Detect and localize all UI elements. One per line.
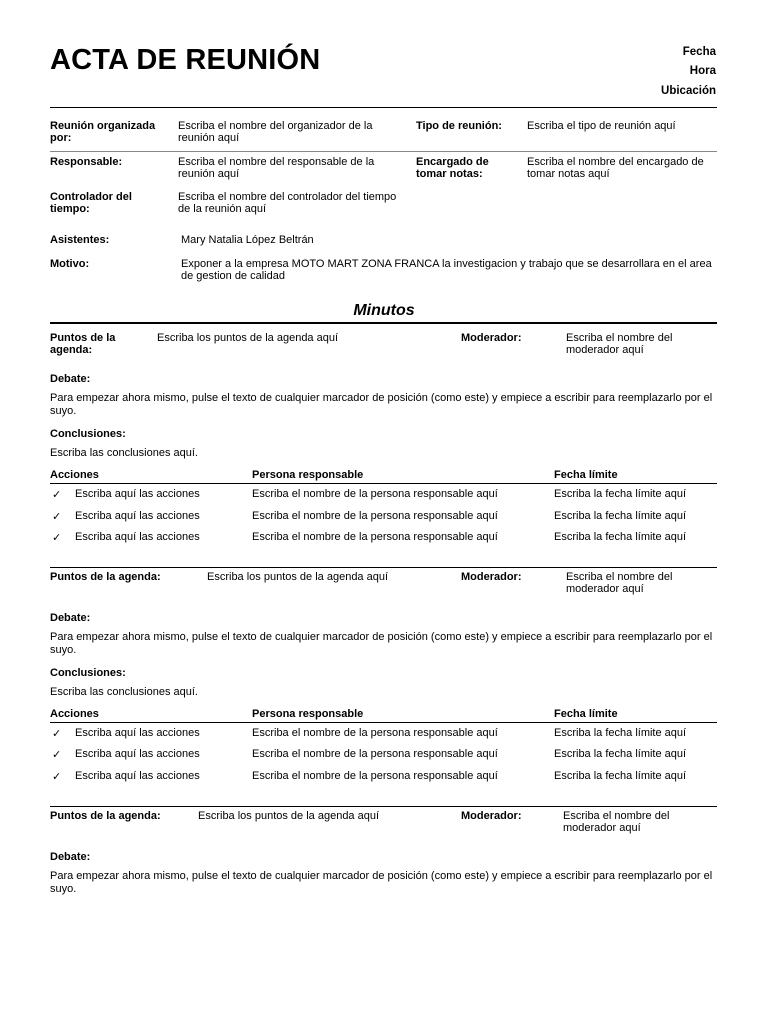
meeting-type-label: Tipo de reunión: [416, 120, 502, 132]
action-item[interactable]: Escriba aquí las acciones [75, 531, 200, 543]
agenda-field[interactable]: Escriba los puntos de la agenda aquí [157, 332, 339, 344]
moderator-label: Moderador: [461, 810, 522, 822]
action-deadline[interactable]: Escriba la fecha límite aquí [554, 748, 687, 760]
action-item[interactable]: Escriba aquí las acciones [75, 748, 200, 760]
check-icon: ✓ [52, 771, 62, 783]
debate-text[interactable]: Para empezar ahora mismo, pulse el texto de cualquier marcador de posición (como este) y empiece a escribir para reemplazarlo por el suyo. [50, 631, 713, 656]
check-icon: ✓ [52, 749, 62, 761]
conclusions-text[interactable]: Escriba las conclusiones aquí. [50, 447, 198, 459]
action-deadline[interactable]: Escriba la fecha límite aquí [554, 770, 687, 782]
note-taker-field[interactable]: Escriba el nombre del encargado de tomar notas aquí [527, 156, 704, 180]
check-icon: ✓ [52, 511, 62, 523]
header-divider [50, 107, 717, 108]
action-person[interactable]: Escriba el nombre de la persona responsable aquí [252, 748, 498, 760]
check-icon: ✓ [52, 532, 62, 544]
conclusions-text[interactable]: Escriba las conclusiones aquí. [50, 686, 198, 698]
moderator-field[interactable]: Escriba el nombre del moderador aquí [563, 810, 670, 834]
responsible-label: Responsable: [50, 156, 123, 168]
timekeeper-field[interactable]: Escriba el nombre del controlador del tiempo de la reunión aquí [178, 191, 397, 215]
page-title: ACTA DE REUNIÓN [50, 44, 321, 76]
moderator-label: Moderador: [461, 332, 522, 344]
action-item[interactable]: Escriba aquí las acciones [75, 727, 200, 739]
action-deadline[interactable]: Escriba la fecha límite aquí [554, 531, 687, 543]
conclusions-label: Conclusiones: [50, 428, 126, 440]
debate-text[interactable]: Para empezar ahora mismo, pulse el texto de cualquier marcador de posición (como este) y empiece a escribir para reemplazarlo por el suyo. [50, 870, 713, 895]
section-divider [50, 806, 717, 807]
check-icon: ✓ [52, 728, 62, 740]
actions-header: Acciones [50, 708, 99, 720]
note-taker-label: Encargado de tomar notas: [416, 156, 489, 180]
agenda-field[interactable]: Escriba los puntos de la agenda aquí [207, 571, 389, 583]
info-divider [50, 151, 717, 152]
meeting-type-field[interactable]: Escriba el tipo de reunión aquí [527, 120, 676, 132]
action-item[interactable]: Escriba aquí las acciones [75, 770, 200, 782]
conclusions-label: Conclusiones: [50, 667, 126, 679]
actions-header: Acciones [50, 469, 99, 481]
action-item[interactable]: Escriba aquí las acciones [75, 510, 200, 522]
debate-label: Debate: [50, 851, 91, 863]
attendees-field[interactable]: Mary Natalia López Beltrán [181, 234, 314, 246]
action-deadline[interactable]: Escriba la fecha límite aquí [554, 510, 687, 522]
date-label: Fecha [682, 46, 716, 58]
debate-label: Debate: [50, 373, 91, 385]
responsible-field[interactable]: Escriba el nombre del responsable de la reunión aquí [178, 156, 375, 180]
moderator-field[interactable]: Escriba el nombre del moderador aquí [566, 571, 673, 595]
check-icon: ✓ [52, 489, 62, 501]
section-divider [50, 567, 717, 568]
person-header: Persona responsable [252, 708, 364, 720]
agenda-field[interactable]: Escriba los puntos de la agenda aquí [198, 810, 380, 822]
action-person[interactable]: Escriba el nombre de la persona responsable aquí [252, 727, 498, 739]
agenda-label: Puntos de la agenda: [50, 332, 116, 356]
action-person[interactable]: Escriba el nombre de la persona responsable aquí [252, 510, 498, 522]
action-item[interactable]: Escriba aquí las acciones [75, 488, 200, 500]
agenda-label: Puntos de la agenda: [50, 810, 161, 822]
action-person[interactable]: Escriba el nombre de la persona responsable aquí [252, 488, 498, 500]
moderator-field[interactable]: Escriba el nombre del moderador aquí [566, 332, 673, 356]
action-person[interactable]: Escriba el nombre de la persona responsable aquí [252, 770, 498, 782]
timekeeper-label: Controlador del tiempo: [50, 191, 132, 215]
time-label: Hora [689, 65, 716, 77]
deadline-header: Fecha límite [554, 708, 618, 720]
actions-divider [50, 483, 717, 484]
person-header: Persona responsable [252, 469, 364, 481]
organizer-label: Reunión organizada por: [50, 120, 156, 144]
debate-text[interactable]: Para empezar ahora mismo, pulse el texto de cualquier marcador de posición (como este) y empiece a escribir para reemplazarlo por el suyo. [50, 392, 713, 417]
moderator-label: Moderador: [461, 571, 522, 583]
location-label: Ubicación [661, 85, 716, 97]
action-deadline[interactable]: Escriba la fecha límite aquí [554, 727, 687, 739]
motive-label: Motivo: [50, 258, 90, 270]
actions-divider [50, 722, 717, 723]
motive-field[interactable]: Exponer a la empresa MOTO MART ZONA FRANCA la investigacion y trabajo que se desarrollara en el area de gestion de calidad [181, 258, 712, 282]
deadline-header: Fecha límite [554, 469, 618, 481]
minutes-heading: Minutos [353, 302, 415, 319]
agenda-label: Puntos de la agenda: [50, 571, 161, 583]
action-deadline[interactable]: Escriba la fecha límite aquí [554, 488, 687, 500]
action-person[interactable]: Escriba el nombre de la persona responsable aquí [252, 531, 498, 543]
organizer-field[interactable]: Escriba el nombre del organizador de la reunión aquí [178, 120, 373, 144]
minutes-divider [50, 322, 717, 324]
attendees-label: Asistentes: [50, 234, 110, 246]
debate-label: Debate: [50, 612, 91, 624]
